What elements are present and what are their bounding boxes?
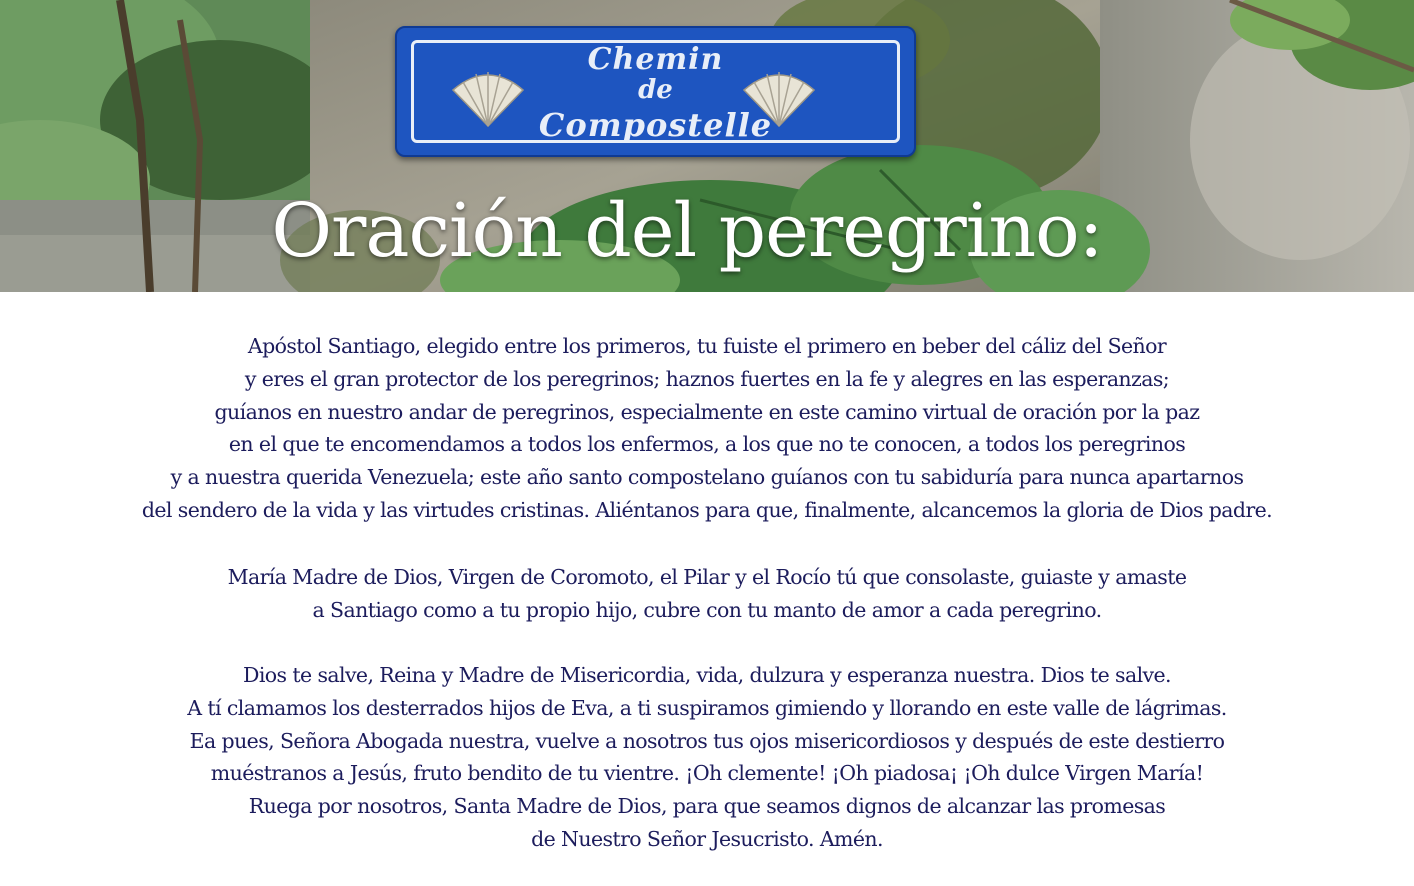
prayer-paragraph-salve — [0, 659, 1414, 856]
text-line: muéstranos a Jesús, fruto bendito de tu vientre. ¡Oh clemente! ¡Oh piadosa¡ ¡Oh dulce Virgen María! — [210, 761, 1204, 786]
text-line: a Santiago como a tu propio hijo, cubre con tu manto de amor a cada peregrino. — [312, 597, 1102, 622]
prayer-paragraph-santiago — [0, 330, 1414, 527]
page-title: Oración del peregrino: — [271, 188, 1103, 274]
sign-line-3: Compostelle — [538, 106, 773, 144]
text-line: de Nuestro Señor Jesucristo. Amén. — [531, 826, 883, 851]
text-line: del sendero de la vida y las virtudes cristinas. Aliéntanos para que, finalmente, alcancemos la gloria de Dios padre. — [141, 497, 1273, 522]
text-line: y a nuestra querida Venezuela; este año santo compostelano guíanos con tu sabiduría para nunca apartarnos — [170, 465, 1244, 490]
prayer-paragraph-maria — [0, 561, 1414, 627]
text-line: Dios te salve, Reina y Madre de Misericordia, vida, dulzura y esperanza nuestra. Dios te salve. — [243, 663, 1171, 687]
text-line: y eres el gran protector de los peregrinos; haznos fuertes en la fe y alegres en las esperanzas; — [244, 366, 1170, 391]
sign-line-1: Chemin — [587, 42, 724, 77]
text-line: Ea pues, Señora Abogada nuestra, vuelve a nosotros tus ojos misericordiosos y después de este destierro — [189, 728, 1225, 753]
sign-line-2: de — [638, 75, 673, 105]
header-banner — [0, 0, 1414, 292]
text-line: María Madre de Dios, Virgen de Coromoto, el Pilar y el Rocío tú que consolaste, guiaste y amaste — [227, 565, 1187, 589]
text-line: en el que te encomendamos a todos los enfermos, a los que no te conocen, a todos los peregrinos — [228, 432, 1186, 457]
text-line: guíanos en nuestro andar de peregrinos, especialmente en este camino virtual de oración por la paz — [214, 399, 1200, 424]
chemin-sign — [395, 26, 916, 157]
text-line: A tí clamamos los desterrados hijos de Eva, a ti suspiramos gimiendo y llorando en este valle de lágrimas. — [187, 695, 1227, 720]
text-line: Ruega por nosotros, Santa Madre de Dios, para que seamos dignos de alcanzar las promesas — [248, 794, 1166, 819]
text-line: Apóstol Santiago, elegido entre los primeros, tu fuiste el primero en beber del cáliz del Señor — [247, 334, 1167, 358]
